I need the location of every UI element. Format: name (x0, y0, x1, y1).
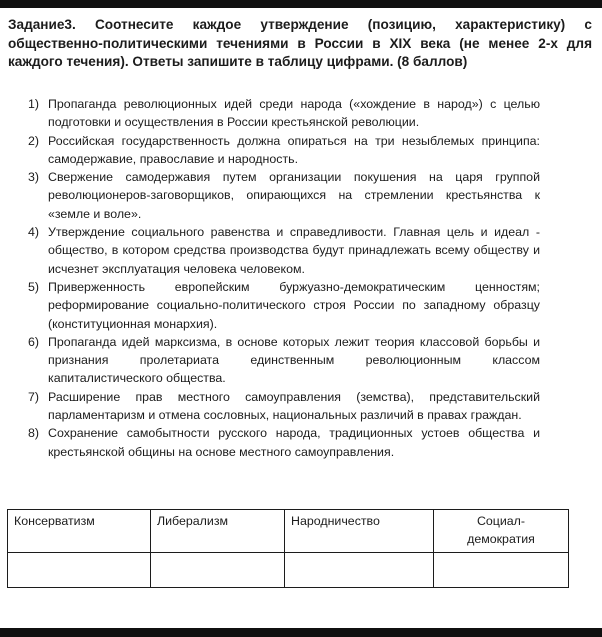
task-title: Задание3. Соотнесите каждое утверждение (позицию, характеристику) с общественно-политическими течениями в России в XIX века (не менее 2-х для каждого течения). Ответы запишите в таблицу цифрами. (8 баллов) (8, 17, 592, 69)
statement-item (28, 168, 540, 223)
statement-item (28, 388, 540, 425)
statement-item (28, 223, 540, 278)
statement-item (28, 132, 540, 169)
header-narodnichestvo: Народничество (285, 510, 434, 553)
statement-item (28, 424, 540, 461)
answer-cell-liberalism[interactable] (151, 553, 285, 588)
answer-cell-social-democracy[interactable] (434, 553, 569, 588)
statement-item (28, 333, 540, 388)
statement-number: 5) (28, 279, 40, 294)
answer-table (7, 509, 569, 588)
statement-number: 2) (28, 133, 40, 148)
statement-text: Приверженность европейским буржуазно-демократическим ценностям; реформирование социально-политического строя России по западному образцу (конституционная монархия). (48, 279, 540, 331)
statement-number: 4) (28, 225, 40, 240)
answer-cell-conservatism[interactable] (8, 553, 151, 588)
statement-text: Сохранение самобытности русского народа, традиционных устоев общества и крестьянской общины на основе местного самоуправления. (48, 426, 540, 459)
top-border (0, 0, 602, 8)
answer-cell-narodnichestvo[interactable] (285, 553, 434, 588)
answer-table-header-row (8, 510, 569, 553)
statement-item (28, 278, 540, 333)
answer-table-row (8, 553, 569, 588)
statement-text: Расширение прав местного самоуправления (земства), представительский парламентаризм и отмена сословных, национальных различий в правах граждан. (48, 389, 540, 423)
statement-number: 7) (28, 389, 40, 404)
statement-number: 1) (28, 97, 40, 111)
statement-text: Свержение самодержавия путем организации покушения на царя группой революционеров-заговорщиков, опирающихся на стремлении крестьянства к «земле и воле». (48, 170, 540, 221)
statement-number: 3) (28, 170, 40, 185)
statement-text: Пропаганда идей марксизма, в основе которых лежит теория классовой борьбы и признания пролетариата единственным революционным классом капиталистического общества. (48, 334, 540, 386)
header-liberalism: Либерализм (151, 510, 285, 553)
statement-text: Утверждение социального равенства и справедливости. Главная цель и идеал - общество, в котором средства производства будут принадлежать всему обществу и исчезнет эксплуатация человека человеком. (48, 225, 540, 276)
header-conservatism: Консерватизм (8, 510, 151, 553)
statement-list (28, 95, 540, 461)
header-social-democracy: Социал-демократия (434, 510, 569, 553)
statement-number: 6) (28, 334, 40, 349)
statement-text: Российская государственность должна опираться на три незыблемых принципа: самодержавие, православие и народность. (48, 133, 540, 166)
bottom-border (0, 628, 602, 637)
statement-number: 8) (28, 426, 40, 441)
statement-item (28, 95, 540, 132)
statement-text: Пропаганда революционных идей среди народа («хождение в народ») с целью подготовки и осуществления в России крестьянской революции. (48, 97, 540, 130)
